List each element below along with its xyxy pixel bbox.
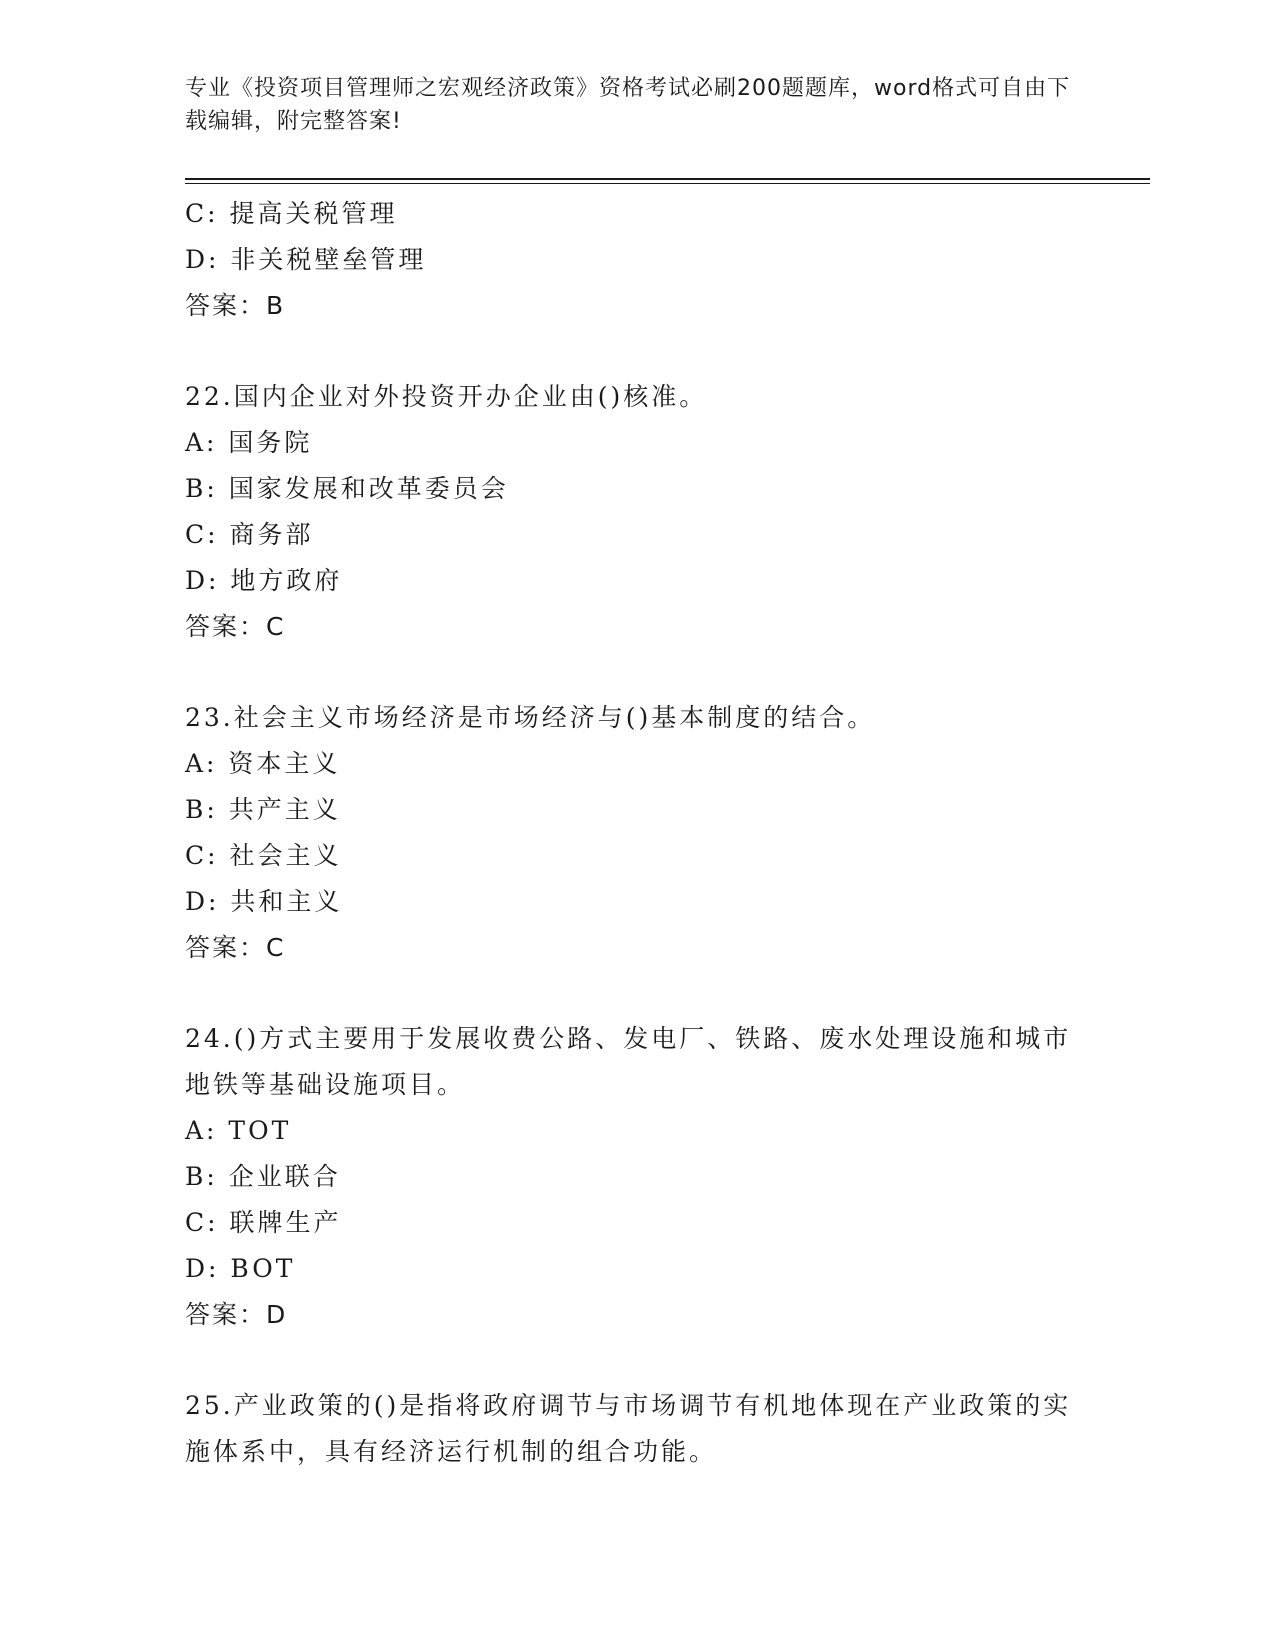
option-c: C: 提高关税管理 — [185, 199, 398, 228]
option-b: B: 企业联合 — [185, 1162, 341, 1191]
header-rule-thick — [185, 178, 1150, 180]
option-d: D: BOT — [185, 1254, 296, 1283]
option-a: A: 国务院 — [185, 428, 313, 457]
option-d: D: 地方政府 — [185, 566, 343, 595]
question-stem: 23.社会主义市场经济是市场经济与()基本制度的结合。 — [185, 703, 876, 732]
option-a: A: TOT — [185, 1116, 292, 1145]
question-22 — [185, 374, 1085, 650]
option-c: C: 商务部 — [185, 520, 314, 549]
question-stem: 24.()方式主要用于发展收费公路、发电厂、铁路、废水处理设施和城市地铁等基础设施项目。 — [185, 1024, 1072, 1099]
document-header: 专业《投资项目管理师之宏观经济政策》资格考试必刷200题题库，word格式可自由下载编辑，附完整答案! — [185, 76, 1071, 134]
spacer — [185, 1338, 1085, 1383]
question-stem: 25.产业政策的()是指将政府调节与市场调节有机地体现在产业政策的实施体系中，具有经济运行机制的组合功能。 — [185, 1391, 1072, 1466]
question-24 — [185, 1016, 1085, 1338]
answer-line: 答案：B — [185, 291, 286, 320]
spacer — [185, 650, 1085, 695]
header-rule-thin — [185, 183, 1150, 184]
document-body — [185, 191, 1085, 1475]
spacer — [185, 329, 1085, 374]
question-23 — [185, 695, 1085, 971]
option-c: C: 社会主义 — [185, 841, 342, 870]
answer-line: 答案：C — [185, 933, 286, 962]
option-a: A: 资本主义 — [185, 749, 341, 778]
option-b: B: 国家发展和改革委员会 — [185, 474, 509, 503]
answer-line: 答案：D — [185, 1300, 288, 1329]
option-d: D: 非关税壁垒管理 — [185, 245, 427, 274]
option-b: B: 共产主义 — [185, 795, 341, 824]
question-25 — [185, 1383, 1085, 1475]
question-stem: 22.国内企业对外投资开办企业由()核准。 — [185, 382, 708, 411]
option-c: C: 联牌生产 — [185, 1208, 342, 1237]
spacer — [185, 971, 1085, 1016]
answer-line: 答案：C — [185, 612, 286, 641]
question-fragment — [185, 191, 1085, 329]
option-d: D: 共和主义 — [185, 887, 343, 916]
